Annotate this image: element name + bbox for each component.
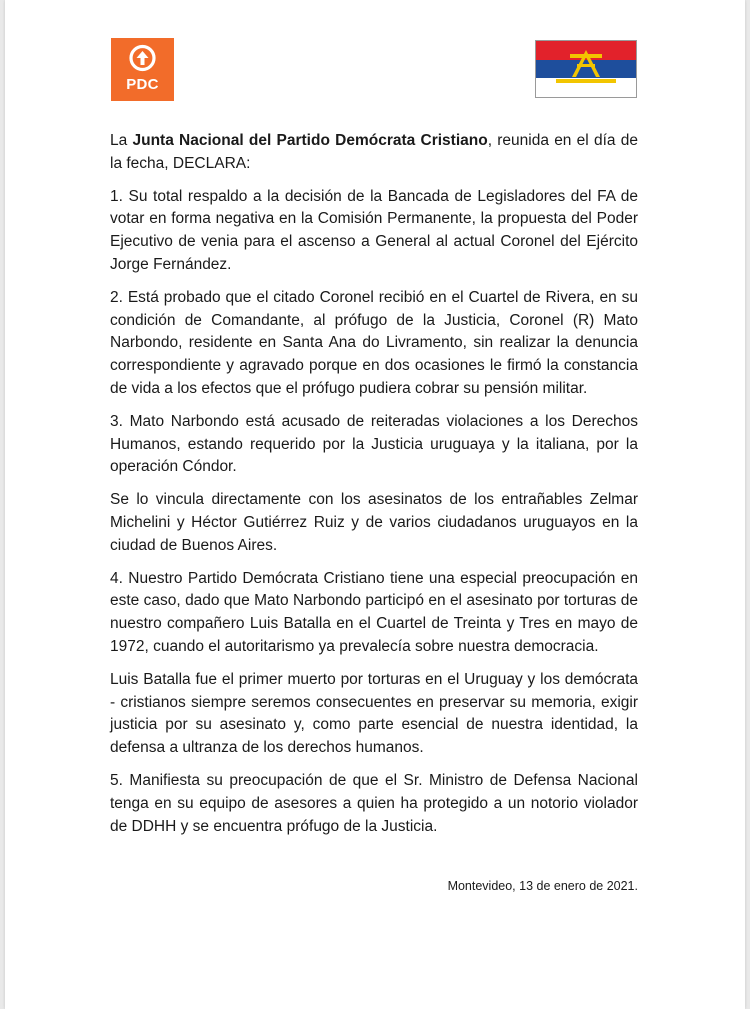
paragraph-2: 2. Está probado que el citado Coronel recibió en el Cuartel de Rivera, en su condición de Comandante, al prófugo de la Justicia, Coronel (R) Mato Narbondo, residente en Santa Ana do Livramento, sin realizar la denuncia correspondiente y agravado porque en dos ocasiones le firmó la constancia de vida a los efectos que el prófugo pudiera cobrar su pensión militar. <box>110 288 638 397</box>
intro-suffix: , reunida en el día de la fecha, DECLARA: <box>110 132 638 172</box>
paragraph-3-continuation: Se lo vincula directamente con los asesinatos de los entrañables Zelmar Michelini y Héctor Gutiérrez Ruiz y de varios ciudadanos uruguayos en la ciudad de Buenos Aires. <box>110 491 638 554</box>
pdc-logo <box>111 38 174 101</box>
flag-emblem-icon <box>536 41 636 97</box>
declaration-body <box>110 130 638 848</box>
paragraph-4: 4. Nuestro Partido Demócrata Cristiano tiene una especial preocupación en este caso, dado que Mato Narbondo participó en el asesinato por torturas de nuestro compañero Luis Batalla en el Cuartel de Treinta y Tres en mayo de 1972, cuando el autoritarismo ya prevalecía sobre nuestra democracia. <box>110 569 638 655</box>
date-signature-line: Montevideo, 13 de enero de 2021. <box>447 879 638 893</box>
intro-prefix: La <box>110 132 133 149</box>
paragraph-5: 5. Manifiesta su preocupación de que el Sr. Ministro de Defensa Nacional tenga en su equipo de asesores a quien ha protegido a un notorio violador de DDHH y se encuentra prófugo de la Justicia. <box>110 771 638 835</box>
pdc-logo-text: PDC <box>126 76 159 93</box>
paragraph-3: 3. Mato Narbondo está acusado de reiteradas violaciones a los Derechos Humanos, estando requerido por la Justicia uruguaya y la italiana, por la operación Cóndor. <box>110 412 638 476</box>
paragraph-1: 1. Su total respaldo a la decisión de la Bancada de Legisladores del FA de votar en forma negativa en la Comisión Permanente, la propuesta del Poder Ejecutivo de venia para el ascenso a General al actual Coronel del Ejército Jorge Fernández. <box>110 187 638 273</box>
paragraph-4-continuation: Luis Batalla fue el primer muerto por torturas en el Uruguay y los demócrata - cristianos siempre seremos consecuentes en preservar su memoria, exigir justicia por su asesinato y, como parte esencial de nuestra identidad, la defensa a ultranza de los derechos humanos. <box>110 670 638 757</box>
intro-bold-organization: Junta Nacional del Partido Demócrata Cristiano <box>132 132 488 149</box>
frente-amplio-flag-logo <box>535 40 637 98</box>
intro-paragraph <box>110 130 638 176</box>
document-page <box>5 0 745 1009</box>
